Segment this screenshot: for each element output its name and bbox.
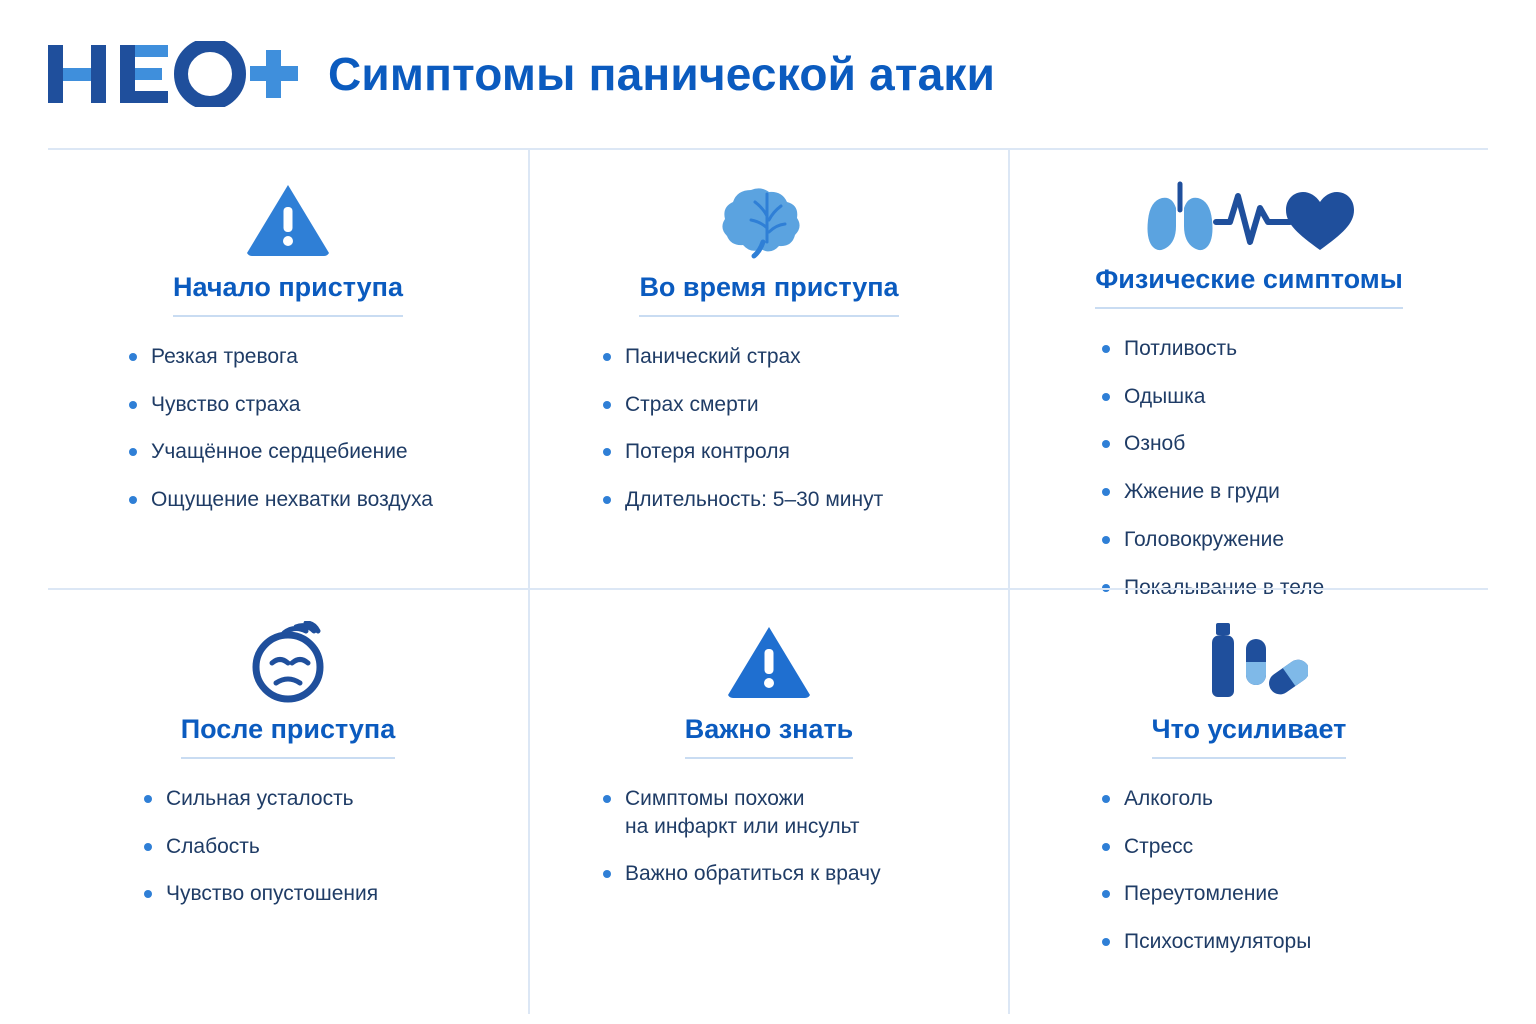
card-list bbox=[1098, 785, 1428, 976]
card-list bbox=[599, 343, 959, 534]
list-item: Потеря контроля bbox=[599, 438, 959, 466]
list-item: Головокружение bbox=[1098, 526, 1428, 554]
list-item: Чувство опустошения bbox=[140, 880, 470, 908]
header bbox=[48, 0, 1488, 148]
card-fizicheskie-simptomy bbox=[1008, 148, 1488, 599]
list-item: Переутомление bbox=[1098, 880, 1428, 908]
logo bbox=[48, 42, 300, 106]
card-title: Важно знать bbox=[685, 714, 854, 759]
card-list bbox=[125, 343, 485, 534]
warning-triangle-icon bbox=[726, 620, 812, 704]
card-vo-vremya-pristupa bbox=[528, 148, 1008, 588]
list-item: Стресс bbox=[1098, 833, 1428, 861]
tired-face-icon bbox=[244, 620, 332, 704]
page-title: Симптомы панической атаки bbox=[328, 48, 996, 100]
list-item-line: на инфаркт или инсульт bbox=[625, 814, 860, 838]
bottle-pills-icon bbox=[1190, 620, 1308, 704]
list-item: Ощущение нехватки воздуха bbox=[125, 486, 485, 514]
card-list bbox=[599, 785, 959, 908]
lungs-heart-pulse-icon bbox=[1142, 178, 1357, 254]
card-title: Физические симптомы bbox=[1095, 264, 1403, 309]
warning-triangle-icon bbox=[245, 178, 331, 262]
list-item: Одышка bbox=[1098, 383, 1428, 411]
list-item: Длительность: 5–30 минут bbox=[599, 486, 959, 514]
card-nachalo-pristupa bbox=[48, 148, 528, 588]
list-item: Панический страх bbox=[599, 343, 959, 371]
list-item: Важно обратиться к врачу bbox=[599, 860, 959, 888]
list-item-line: Симптомы похожи bbox=[625, 787, 805, 810]
list-item: Психостимуляторы bbox=[1098, 928, 1428, 956]
card-posle-pristupa bbox=[48, 588, 528, 1014]
card-title: Начало приступа bbox=[173, 272, 403, 317]
list-item: Резкая тревога bbox=[125, 343, 485, 371]
card-chto-usilivaet bbox=[1008, 588, 1488, 1014]
cards-grid bbox=[48, 148, 1488, 1014]
list-item: Потливость bbox=[1098, 335, 1428, 363]
list-item: Учащённое сердцебиение bbox=[125, 438, 485, 466]
card-title: После приступа bbox=[181, 714, 396, 759]
card-list bbox=[1098, 335, 1428, 621]
list-item: Сильная усталость bbox=[140, 785, 470, 813]
list-item: Алкоголь bbox=[1098, 785, 1428, 813]
card-title: Во время приступа bbox=[639, 272, 898, 317]
list-item: Покалывание в теле bbox=[1098, 574, 1428, 602]
list-item: Озноб bbox=[1098, 430, 1428, 458]
list-item bbox=[599, 785, 959, 840]
card-list bbox=[140, 785, 470, 928]
brain-icon bbox=[721, 178, 817, 262]
list-item: Слабость bbox=[140, 833, 470, 861]
list-item: Чувство страха bbox=[125, 391, 485, 419]
list-item: Страх смерти bbox=[599, 391, 959, 419]
list-item: Жжение в груди bbox=[1098, 478, 1428, 506]
card-vazhno-znat bbox=[528, 588, 1008, 1014]
card-title: Что усиливает bbox=[1152, 714, 1347, 759]
